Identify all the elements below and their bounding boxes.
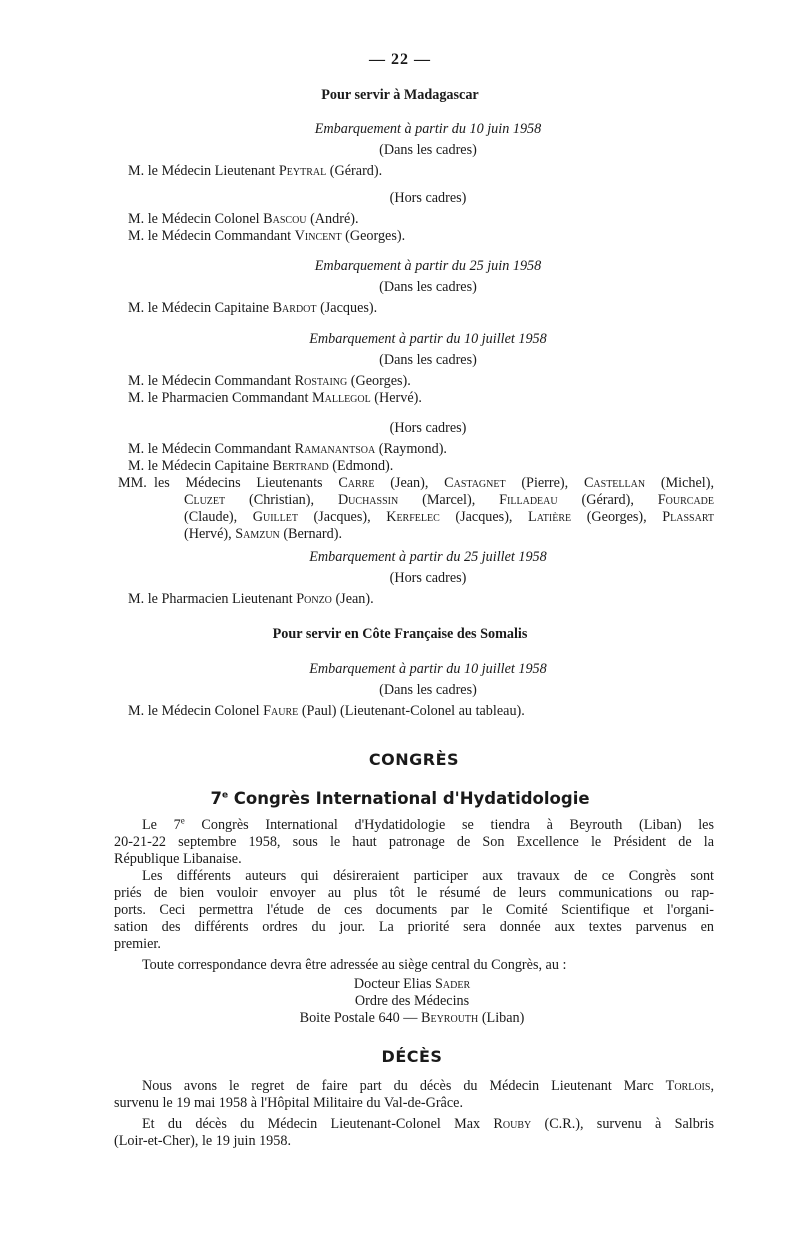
page-number: — 22 — — [369, 51, 431, 68]
embarkation-heading-10-juillet: Embarquement à partir du 10 juillet 1958 — [309, 331, 547, 347]
surname: Rouby — [493, 1116, 532, 1132]
embarkation-heading-10-juin: Embarquement à partir du 10 juin 1958 — [314, 121, 542, 137]
surname: Bardot — [272, 300, 317, 316]
surname: Bascou — [263, 211, 307, 227]
entry-line: (Claude), Guillet (Jacques), Kerfelec (Jacques), Latière (Georges), Plassart — [184, 509, 715, 525]
embarkation-heading-25-juin: Embarquement à partir du 25 juin 1958 — [314, 258, 542, 274]
mm-label: MM. — [118, 475, 147, 491]
label-dans-cadres: (Dans les cadres) — [379, 682, 477, 698]
paragraph-line: survenu le 19 mai 1958 à l'Hôpital Militaire du Val-de-Grâce. — [114, 1095, 463, 1111]
entry-line: M. le Médecin Capitaine Bertrand (Edmond). — [128, 458, 394, 474]
surname: Fourcade — [657, 492, 715, 508]
surname: Guillet — [252, 509, 298, 525]
label-dans-cadres: (Dans les cadres) — [379, 279, 477, 295]
entry-line: (Hervé), Samzun (Bernard). — [184, 526, 343, 542]
city-name: Beyrouth — [421, 1010, 479, 1026]
surname: Plassart — [662, 509, 715, 525]
label-dans-cadres: (Dans les cadres) — [379, 142, 477, 158]
paragraph-line: 20-21-22 septembre 1958, sous le haut patronage de Son Excellence le Président de la — [114, 834, 714, 850]
heading-deces: DÉCÈS — [381, 1047, 443, 1066]
surname: Faure — [263, 703, 299, 719]
paragraph-line: ports. Ceci permettra l'étude de ces documents par le Comité Scientifique et l'organi- — [114, 902, 714, 918]
address-line: Ordre des Médecins — [354, 993, 470, 1009]
label-dans-cadres: (Dans les cadres) — [379, 352, 477, 368]
paragraph-line: premier. — [114, 936, 161, 952]
entry-line: M. le Médecin Commandant Rostaing (Georges). — [128, 373, 411, 389]
surname: Ramanantsoa — [294, 441, 376, 457]
paragraph-line: Les différents auteurs qui désireraient participer aux travaux de ce Congrès sont — [142, 868, 714, 884]
surname: Castellan — [583, 475, 646, 491]
surname: Vincent — [294, 228, 342, 244]
label-hors-cadres: (Hors cadres) — [389, 420, 467, 436]
surname: Samzun — [235, 526, 280, 542]
paragraph-line: Et du décès du Médecin Lieutenant-Colonel Max Rouby (C.R.), survenu à Salbris — [142, 1116, 714, 1132]
surname: Cluzet — [184, 492, 226, 508]
paragraph-line: Nous avons le regret de faire part du décès du Médecin Lieutenant Marc Torlois, — [142, 1078, 714, 1094]
address-line: Docteur Elias Sader — [353, 976, 471, 992]
paragraph-line: Toute correspondance devra être adressée au siège central du Congrès, au : — [142, 957, 567, 973]
paragraph-line: priés de bien vouloir envoyer au plus tôt le résumé de leurs communications ou rap- — [114, 885, 714, 901]
surname: Duchassin — [337, 492, 399, 508]
embarkation-heading-10-juillet: Embarquement à partir du 10 juillet 1958 — [309, 661, 547, 677]
entry-line: les Médecins Lieutenants Carre (Jean), Castagnet (Pierre), Castellan (Michel), — [154, 475, 714, 491]
entry-line: M. le Médecin Colonel Bascou (André). — [128, 211, 359, 227]
surname: Torlois — [665, 1078, 711, 1094]
entry-line: M. le Médecin Lieutenant Peytral (Gérard). — [128, 163, 383, 179]
surname: Castagnet — [444, 475, 506, 491]
surname: Filladeau — [499, 492, 558, 508]
paragraph-line: République Libanaise. — [114, 851, 242, 867]
heading-congres-hydatidologie: 7e Congrès International d'Hydatidologie — [210, 789, 590, 808]
paragraph-line: sation des différents ordres du jour. La priorité sera donnée aux textes parvenus en — [114, 919, 714, 935]
entry-line: M. le Médecin Capitaine Bardot (Jacques). — [128, 300, 378, 316]
entry-line: M. le Pharmacien Commandant Mallegol (Hervé). — [128, 390, 422, 406]
entry-line: M. le Médecin Commandant Ramanantsoa (Raymond). — [128, 441, 447, 457]
entry-line: M. le Médecin Commandant Vincent (Georges). — [128, 228, 406, 244]
surname: Latière — [528, 509, 572, 525]
label-hors-cadres: (Hors cadres) — [389, 190, 467, 206]
surname: Mallegol — [312, 390, 371, 406]
paragraph-line: (Loir-et-Cher), le 19 juin 1958. — [114, 1133, 292, 1149]
address-line: Boite Postale 640 — Beyrouth (Liban) — [299, 1010, 525, 1026]
label-hors-cadres: (Hors cadres) — [389, 570, 467, 586]
surname: Carre — [338, 475, 375, 491]
surname: Kerfelec — [386, 509, 440, 525]
paragraph-line: Le 7e Congrès International d'Hydatidologie se tiendra à Beyrouth (Liban) les — [142, 815, 714, 833]
surname: Sader — [435, 976, 471, 992]
entry-line: M. le Médecin Colonel Faure (Paul) (Lieutenant-Colonel au tableau). — [128, 703, 525, 719]
entry-line: M. le Pharmacien Lieutenant Ponzo (Jean). — [128, 591, 374, 607]
section-title-madagascar: Pour servir à Madagascar — [321, 87, 479, 103]
surname: Bertrand — [272, 458, 329, 474]
surname: Peytral — [278, 163, 327, 179]
surname: Ponzo — [296, 591, 332, 607]
surname: Rostaing — [294, 373, 348, 389]
embarkation-heading-25-juillet: Embarquement à partir du 25 juillet 1958 — [309, 549, 547, 565]
entry-line: Cluzet (Christian), Duchassin (Marcel), Filladeau (Gérard), Fourcade — [184, 492, 715, 508]
section-title-somalis: Pour servir en Côte Française des Somalis — [272, 626, 528, 642]
heading-congres: CONGRÈS — [368, 750, 460, 769]
